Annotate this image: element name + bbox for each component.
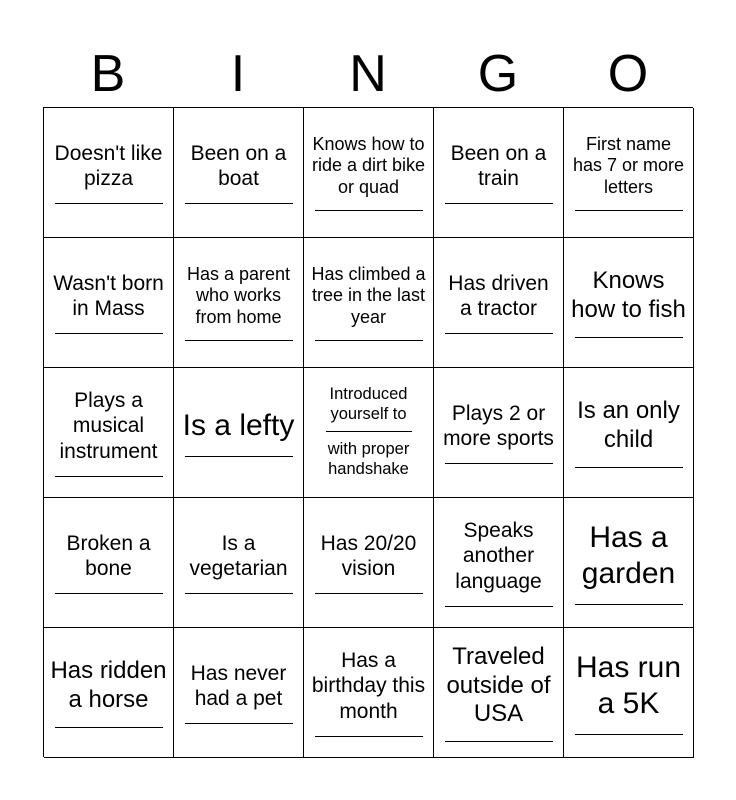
- cell-prompt: Knows how to ride a dirt bike or quad: [311, 133, 426, 197]
- cell-prompt: Has a parent who works from home: [186, 263, 291, 327]
- signature-line: [445, 463, 553, 464]
- bingo-cell[interactable]: [174, 498, 304, 628]
- header-letter-n: N: [349, 45, 387, 103]
- signature-line: [315, 593, 423, 594]
- cell-prompt: Is a lefty: [182, 409, 295, 442]
- bingo-cell[interactable]: [44, 498, 174, 628]
- bingo-cell[interactable]: [434, 628, 564, 758]
- signature-line: [575, 734, 683, 735]
- bingo-cell[interactable]: [564, 628, 694, 758]
- bingo-cell[interactable]: [174, 108, 304, 238]
- signature-line: [55, 203, 163, 204]
- signature-line: [445, 606, 553, 607]
- cell-prompt: Has run a 5K: [575, 651, 682, 720]
- bingo-cell[interactable]: [564, 498, 694, 628]
- cell-prompt: Doesn't like pizza: [54, 141, 163, 190]
- signature-line: [575, 467, 683, 468]
- cell-prompt: Is a vegetarian: [189, 531, 288, 580]
- signature-line: [185, 456, 293, 457]
- signature-line: [315, 340, 423, 341]
- signature-line: [315, 736, 423, 737]
- signature-line: [575, 604, 683, 605]
- header-letter-g: G: [477, 45, 519, 103]
- cell-prompt: Has driven a tractor: [448, 271, 549, 320]
- header-letter-i: I: [230, 45, 246, 103]
- signature-line: [55, 476, 163, 477]
- signature-line: [575, 337, 683, 338]
- header-letter-b: B: [90, 45, 126, 103]
- bingo-cell[interactable]: [304, 368, 434, 498]
- cell-prompt: Has never had a pet: [190, 661, 287, 710]
- bingo-cell[interactable]: [434, 498, 564, 628]
- cell-prompt: Plays 2 or more sports: [443, 401, 554, 450]
- bingo-cell[interactable]: [434, 108, 564, 238]
- cell-prompt-continued: with proper handshake: [327, 440, 410, 478]
- signature-line: [445, 333, 553, 334]
- cell-prompt: Has 20/20 vision: [320, 531, 417, 580]
- cell-prompt: Been on a boat: [190, 141, 287, 190]
- inline-name-line: [326, 431, 412, 432]
- signature-line: [55, 593, 163, 594]
- signature-line: [185, 593, 293, 594]
- bingo-cell[interactable]: [174, 368, 304, 498]
- cell-prompt: Plays a musical instrument: [59, 389, 158, 463]
- cell-prompt: Broken a bone: [66, 531, 151, 580]
- cell-prompt: Introduced yourself to: [329, 385, 408, 424]
- bingo-cell[interactable]: [174, 628, 304, 758]
- bingo-cell[interactable]: [434, 238, 564, 368]
- bingo-cell[interactable]: [564, 368, 694, 498]
- bingo-cell[interactable]: [44, 238, 174, 368]
- cell-prompt: Been on a train: [450, 141, 547, 190]
- cell-prompt: First name has 7 or more letters: [572, 133, 685, 197]
- cell-prompt: Is an only child: [577, 397, 680, 453]
- cell-prompt: Has a birthday this month: [311, 649, 426, 723]
- signature-line: [185, 340, 293, 341]
- bingo-cell[interactable]: [304, 108, 434, 238]
- bingo-cell[interactable]: [44, 628, 174, 758]
- cell-prompt: Speaks another language: [455, 519, 542, 593]
- signature-line: [315, 210, 423, 211]
- cell-prompt: Has ridden a horse: [50, 657, 167, 713]
- signature-line: [185, 723, 293, 724]
- bingo-cell[interactable]: [44, 368, 174, 498]
- signature-line: [445, 203, 553, 204]
- bingo-cell[interactable]: [44, 108, 174, 238]
- signature-line: [575, 210, 683, 211]
- signature-line: [55, 727, 163, 728]
- header-letter-o: O: [607, 45, 649, 103]
- bingo-cell[interactable]: [174, 238, 304, 368]
- bingo-board: [43, 107, 693, 757]
- bingo-header: [43, 44, 693, 104]
- bingo-cell[interactable]: [304, 498, 434, 628]
- bingo-cell[interactable]: [434, 368, 564, 498]
- cell-prompt: Has a garden: [581, 521, 676, 590]
- signature-line: [445, 741, 553, 742]
- bingo-cell[interactable]: [564, 238, 694, 368]
- signature-line: [185, 203, 293, 204]
- cell-prompt: Has climbed a tree in the last year: [311, 263, 426, 327]
- cell-prompt: Wasn't born in Mass: [53, 271, 164, 320]
- signature-line: [55, 333, 163, 334]
- cell-prompt: Traveled outside of USA: [446, 642, 551, 728]
- bingo-cell[interactable]: [564, 108, 694, 238]
- bingo-cell[interactable]: [304, 628, 434, 758]
- cell-prompt: Knows how to fish: [571, 267, 686, 323]
- bingo-cell[interactable]: [304, 238, 434, 368]
